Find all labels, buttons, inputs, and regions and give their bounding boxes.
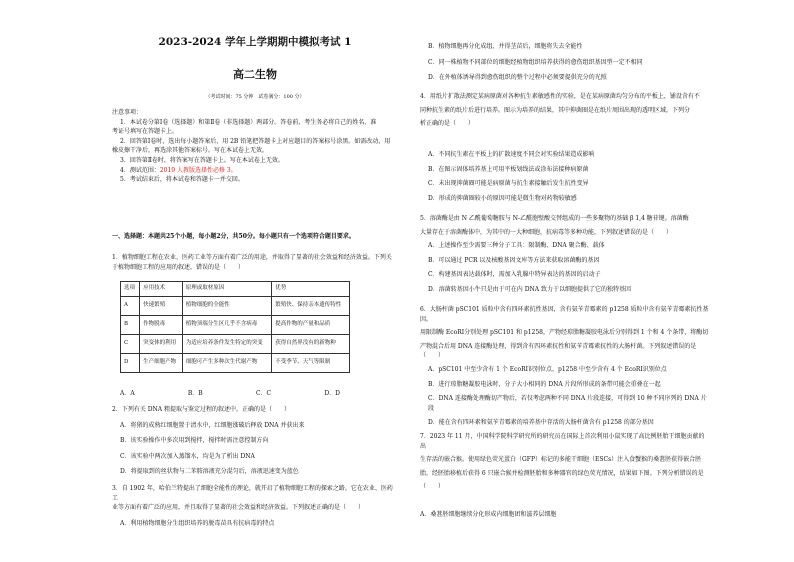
note-line: 5．考试结束后，将本试卷和答题卡一并交回。 — [120, 176, 244, 184]
question-2 — [112, 405, 398, 477]
exam-title: 2023-2024 学年上学期期中模拟考试 1 — [158, 36, 352, 48]
q6-line: 用限制酶 EcoRⅠ分别处理 pSC101 和 p1258，产物经琼脂糖凝胶电泳后分别得到 1 个和 4 个条带，将酶切 — [420, 329, 709, 337]
exam-meta: （考试时间：75 分钟 试卷满分：100 分） — [205, 94, 305, 100]
q3-line: 业等方面有着广泛的应用，并且取得了显著的社会效益和经济效益。下列叙述正确的是（ ） — [112, 504, 365, 512]
q7-line: 7．2023 年 11 月，中国科学院科学研究所的研究员在国际上首次利用小鼠实现了高比例胚胎干细胞贡献的出 — [420, 433, 705, 450]
table-cell: C — [121, 335, 140, 354]
option: D．能在含有四环素和氨苄青霉素的培养基中存活的大肠杆菌含有 p1258 的部分基因 — [428, 419, 654, 427]
question-4 — [420, 92, 710, 129]
table-row — [121, 335, 350, 354]
table-cell: B — [121, 316, 140, 335]
q1-table — [120, 281, 350, 373]
q4-line: 析正确的是（ ） — [420, 120, 475, 128]
table-cell: 不受季节、天气等限制 — [272, 354, 350, 373]
note-line: 2．回答第Ⅰ卷时，选出每小题答案后，用 2B 铅笔把答题卡上对应题目的答案标号涂黑。如需改动，用 — [120, 137, 391, 145]
table-header-row — [121, 282, 350, 297]
q5-line: 5．溶菌酶是由 N 乙酰葡萄糖胺与 N-乙酰胞壁酸交替组成的一些多聚物的基础 β 1,4 糖苷键。溶菌酶 — [420, 215, 689, 222]
option: A．pSC101 中至少含有 1 个 EcoRⅠ识别位点，p1258 中至少含有 4 个 EcoRⅠ识别位点 — [428, 365, 667, 373]
option: B．进行琼脂糖凝胶电泳时，分子大小相同的 DNA 片段所形成的条带可能会重叠在一起 — [428, 380, 661, 388]
table-cell: 植物顶端分生区几乎不含病毒 — [182, 316, 271, 335]
table-header: 优势 — [272, 282, 350, 297]
note-line: 3．回答第Ⅱ卷时，将答案写在答题卡上。写在本试卷上无效。 — [120, 156, 284, 164]
table-row — [121, 297, 350, 316]
question-1 — [112, 253, 398, 272]
q5-line: 大量存在于溶菌酶体中，为其中的一大种细胞，抗病毒等多种功能，下列叙述错误的是（ ） — [420, 228, 673, 236]
q1-line: 于植物细胞工程的应用的叙述，错误的是（ ） — [112, 263, 245, 271]
table-cell: 繁殖快、保持亲本遗传特性 — [272, 297, 350, 316]
option: D．将提取到的丝状物与二苯胺溶液充分混匀后，溶液迅速变为蓝色 — [120, 468, 299, 476]
note-line: 1．本试卷分第Ⅰ卷（选择题）和第Ⅱ卷（非选择题）两部分。答卷前，考生务必将自己的姓名、准 — [120, 118, 377, 126]
table-header: 选项 — [121, 282, 140, 297]
option: A．上述操作至少需要三种分子工具：限制酶、DNA 聚合酶、载体 — [428, 242, 605, 250]
option: D．在外植体诱导得到愈伤组织的整个过程中必须要提供充分的光照 — [428, 74, 607, 82]
q2-stem: 2．下列有关 DNA 粗提取与鉴定过程的叙述中，正确的是（ ） — [112, 406, 291, 413]
option: C．DNA 连接酶处理酶切产物后，若仅考虑两种不同 DNA 片段连接，可得到 10 种不同序列的 DNA 片 — [428, 395, 707, 403]
option: A．不同抗生素在平板上的扩散速度不同会对实验结果造成影响 — [428, 151, 595, 158]
option: D．D — [324, 390, 340, 397]
option: A．A — [120, 390, 135, 397]
option: C．同一株植物不同部位的细胞经植物组织培养获得的愈伤组织基因型一定不相同 — [428, 58, 643, 66]
table-cell: 突变体的利用 — [140, 335, 183, 354]
section-heading: 一、选择题：本题共25个小题，每小题2分，共50分。每小题只有一个选项符合题目要求。 — [112, 233, 355, 240]
q4-line: 同种抗生素的纸片后进行培养。图示为培养的结果，其中抑菌圈是在纸片周围出现的透明区域。下列分 — [420, 106, 691, 114]
table-row — [121, 354, 350, 373]
option: B．B — [187, 390, 203, 397]
question-7 — [420, 432, 710, 492]
table-cell: 提高作物的产量和品质 — [272, 316, 350, 335]
question-5 — [420, 214, 710, 295]
option: 段 — [428, 404, 435, 412]
table-header: 原理或取材原因 — [182, 282, 271, 297]
table-cell: 获得自然界没有的新物种 — [272, 335, 350, 354]
q7-option-a: A．桑葚胚细胞继续分化形成内细胞团和滋养层细胞 — [420, 511, 557, 518]
option: C．该实验中两次加入蒸馏水，均是为了析出 DNA — [120, 452, 255, 460]
table-cell: 植物细胞的全能性 — [182, 297, 271, 316]
q1-options — [112, 389, 340, 399]
question-3 — [112, 484, 398, 528]
option: C．未出现抑菌圈可能是病原菌与抗生素接触后发生抗性变异 — [428, 180, 589, 188]
table-cell: A — [121, 297, 140, 316]
option: A．利用植物细胞分生组织培养的脱毒苗具有抗病毒的特点 — [120, 519, 275, 527]
option: D．形成的抑菌圈较小的原因可能是微生物对药物较敏感 — [428, 194, 577, 202]
option: B．该实验操作中多次用到搅拌，搅拌时需注意控制方向 — [120, 437, 269, 445]
q6-line: 6．大肠杆菌 pSC101 质粒中含有四环素抗性基因，含有氨苄青霉素的 p1258 质粒中含有氨苄青霉素抗性基因。 — [420, 306, 709, 323]
option: B．在图示固体培养基上可用平板划线法或涂布法接种病原菌 — [428, 165, 589, 173]
notes-title: 注意事项： — [112, 109, 143, 116]
table-cell: 生产细胞产物 — [140, 354, 183, 373]
q3-continued — [420, 42, 710, 83]
option: D．溶菌转基因小牛只是由于可在内 DNA 致力于以细胞提供了它的独特基因 — [428, 285, 632, 293]
table-header: 应用技术 — [140, 282, 183, 297]
table-cell: 作物脱毒 — [140, 316, 183, 335]
table-cell: D — [121, 354, 140, 373]
q6-line: 产物混合后用 DNA 连接酶处理，得到含有四环素抗性和氨苄青霉素抗性的大肠杆菌。下列叙述错误的是（ ） — [420, 342, 697, 360]
option: A．将猪的成熟红细胞置于清水中，红细胞涨破后释放 DNA 并获出来 — [120, 421, 305, 429]
table-cell: 快速繁殖 — [140, 297, 183, 316]
q7-line: 生存活的嵌合猴。使用绿色荧光蛋白（GFP）标记的多能干细胞（ESCs）注入食蟹猴的桑葚胚获得嵌合胚 — [420, 456, 702, 464]
q4-options — [420, 150, 710, 203]
table-row — [121, 316, 350, 335]
note-line: 橡皮擦干净后，再选涂其他答案标号。写在本试卷上无效。 — [112, 147, 269, 155]
option: C．构建基因表达载体时，需加入乳腺中特异表达的基因的启动子 — [428, 271, 601, 279]
q1-line: 1．植物细胞工程在农业、医药工业等方面有着广泛的用途，并取得了显著的社会效益和经济效益。下列关 — [112, 254, 392, 261]
option: B．可以通过 PCR 以及核酸基因文库等方法来获取溶菌酶的基因 — [428, 256, 600, 264]
q4-line: 4．用纸片扩散法测定某病原菌对各种抗生素敏感性的实验，是在某病原菌均匀分布的平板上，铺设含有不 — [420, 93, 700, 100]
note-line — [112, 166, 398, 176]
table-cell: 为适应培养条件发生特定的突变 — [182, 335, 271, 354]
exam-subtitle: 高二生物 — [233, 68, 277, 81]
table-cell: 细胞可产生多种次生代谢产物 — [182, 354, 271, 373]
note-line: 考证号填写在答题卡上。 — [112, 128, 179, 136]
option: B．植物细胞再分化成组、并得茎苗后，细胞将失去全能性 — [428, 43, 583, 50]
q3-line: 3．自 1902 年，哈伯兰特提出了细胞全能性的理论，就开启了植物细胞工程的探索之路。它在农业、医药工 — [112, 485, 393, 502]
q7-line: （ ） — [420, 483, 445, 491]
option: C．C — [255, 390, 272, 397]
notes-block — [112, 108, 398, 185]
q7-line: 胎，经胚胎移植后获得 6 只嵌合猴并检测胚胎和多种器官的绿色荧光情况，结果如下图。下列分析错误的是 — [420, 469, 704, 477]
question-6 — [420, 305, 710, 428]
note4-prefix: 4．测试范围： — [120, 166, 160, 174]
test-range: 2019 人教版选择性必修 3。 — [159, 166, 237, 174]
